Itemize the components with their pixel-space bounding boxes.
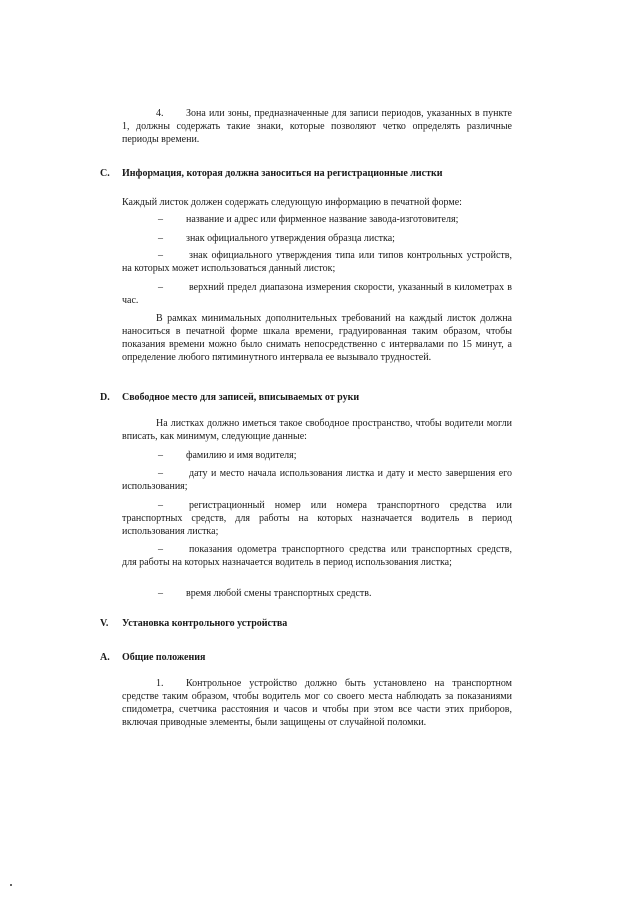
scan-speck xyxy=(10,884,12,886)
list-item-text: показания одометра транспортного средства или транспортных средств, для работы на которых назначается водитель в период использования листка; xyxy=(122,544,512,568)
list-item-text: дату и место начала использования листка и дату и место завершения его использования; xyxy=(122,468,512,492)
item-text: Контрольное устройство должно быть установлено на транспортном средстве таким образом, чтобы водитель мог со своего места наблюдать за показаниями спидометра, счетчика расстояния и часов и чтобы при этом все части этих приборов, включая приводные элементы, были защищены от случайной поломки. xyxy=(122,678,512,728)
section-d-intro: На листках должно иметься такое свободное пространство, чтобы водители могли вписать, как минимум, следующие данные: xyxy=(122,418,512,442)
paragraph-item-4 xyxy=(122,107,512,146)
dash-bullet: – xyxy=(158,500,163,511)
list-item-text: регистрационный номер или номера транспортного средства или транспортных средств, для работы на которых назначается водитель в период использования листка; xyxy=(122,500,512,537)
dash-bullet: – xyxy=(158,282,163,293)
dash-bullet: – xyxy=(158,588,163,599)
section-title: Общие положения xyxy=(122,652,206,663)
list-item xyxy=(122,543,512,569)
list-item xyxy=(122,281,512,307)
item-number: 1. xyxy=(156,678,164,689)
section-c-extra: В рамках минимальных дополнительных требований на каждый листок должна наноситься в печатной форме шкала времени, градуированная таким образом, чтобы показания времени можно было снимать непосредственно с интервалами по 15 минут, а определение любого пятиминутного интервала ее вызывало трудностей. xyxy=(122,313,512,363)
list-item xyxy=(122,467,512,493)
list-item-text: верхний предел диапазона измерения скорости, указанный в километрах в час. xyxy=(122,282,512,306)
item-text: Зона или зоны, предназначенные для записи периодов, указанных в пункте 1, должны содержать такие знаки, которые позволяют четко определять различные периоды времени. xyxy=(122,108,512,145)
dash-bullet: – xyxy=(158,250,163,261)
section-title: Установка контрольного устройства xyxy=(122,618,288,629)
dash-bullet: – xyxy=(158,468,163,479)
section-letter: C. xyxy=(100,168,110,179)
list-item xyxy=(122,499,512,538)
list-item xyxy=(122,249,512,275)
section-title: Свободное место для записей, вписываемых от руки xyxy=(122,392,360,403)
dash-bullet: – xyxy=(158,214,163,225)
section-a-paragraph-1 xyxy=(122,677,512,729)
dash-bullet: – xyxy=(158,450,163,461)
list-item-text: название и адрес или фирменное название завода-изготовителя; xyxy=(186,214,459,225)
list-item-text: время любой смены транспортных средств. xyxy=(186,588,372,599)
item-number: 4. xyxy=(156,108,164,119)
section-c-intro: Каждый листок должен содержать следующую информацию в печатной форме: xyxy=(122,197,462,208)
section-letter: V. xyxy=(100,618,109,629)
section-letter: A. xyxy=(100,652,110,663)
list-item-text: знак официального утверждения образца листка; xyxy=(186,233,395,244)
list-item-text: фамилию и имя водителя; xyxy=(186,450,297,461)
list-item-text: знак официального утверждения типа или типов контрольных устройств, на которых может использоваться данный листок; xyxy=(122,250,512,274)
dash-bullet: – xyxy=(158,544,163,555)
dash-bullet: – xyxy=(158,233,163,244)
section-title: Информация, которая должна заноситься на регистрационные листки xyxy=(122,168,443,179)
section-letter: D. xyxy=(100,392,110,403)
